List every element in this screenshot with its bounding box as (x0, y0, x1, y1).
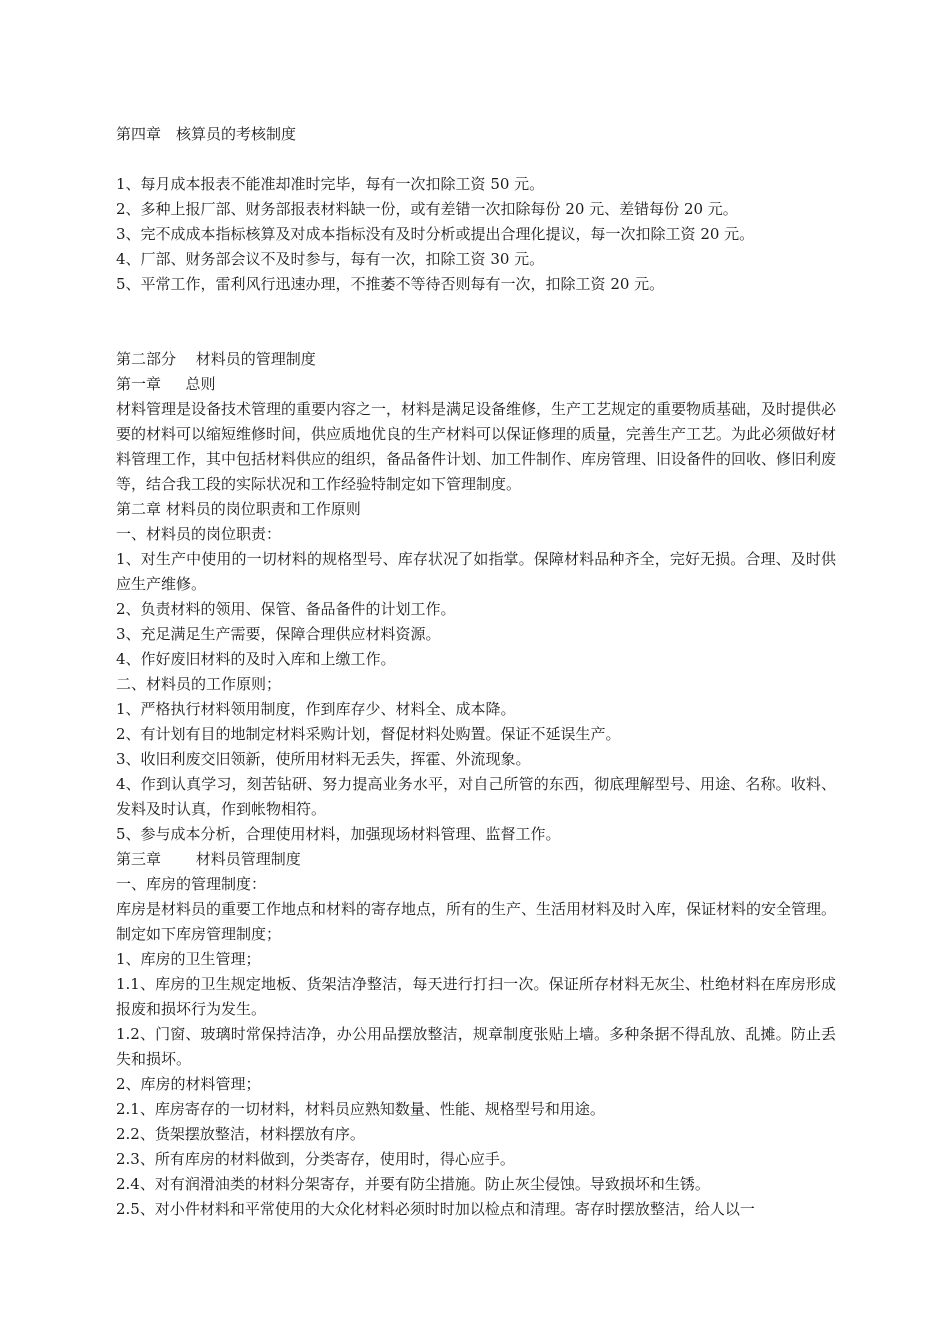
principle-item: 1、严格执行材料领用制度，作到库存少、材料全、成本降。 (116, 700, 516, 718)
duty-item: 2、负责材料的领用、保管、备品备件的计划工作。 (116, 600, 456, 618)
material-item: 2.2、货架摆放整洁，材料摆放有序。 (116, 1125, 365, 1143)
principle-item: 3、收旧利废交旧领新，使所用材料无丢失，挥霍、外流现象。 (116, 750, 531, 768)
duty-item: 1、对生产中使用的一切材料的规格型号、库存状况了如指掌。保障材料品种齐全，完好无损。合理、及时供应生产维修。 (116, 550, 836, 593)
material-heading: 2、库房的材料管理； (116, 1075, 261, 1093)
principle-item: 5、参与成本分析，合理使用材料，加强现场材料管理、监督工作。 (116, 825, 561, 843)
chapter-1-text: 材料管理是设备技术管理的重要内容之一，材料是满足设备维修，生产工艺规定的重要物质基础，及时提供必要的材料可以缩短维修时间，供应质地优良的生产材料可以保证修理的质量，完善生产工艺。为此必须做好材料管理工作，其中包括材料供应的组织，备品备件计划、加工件制作、库房管理、旧设备件的回收、修旧利废等，结合我工段的实际状况和工作经验特制定如下管理制度。 (116, 400, 837, 493)
material-item: 2.3、所有库房的材料做到，分类寄存，使用时，得心应手。 (116, 1150, 515, 1168)
assessment-item: 3、完不成成本指标核算及对成本指标没有及时分析或提出合理化提议，每一次扣除工资 20 元。 (116, 225, 755, 243)
blank-lines (116, 297, 836, 347)
duties-heading: 一、材料员的岗位职责： (116, 525, 282, 543)
principles-heading: 二、材料员的工作原则； (116, 675, 282, 693)
hygiene-heading: 1、库房的卫生管理； (116, 950, 261, 968)
warehouse-heading: 一、库房的管理制度： (116, 875, 267, 893)
material-item: 2.4、对有润滑油类的材料分架寄存，并要有防尘措施。防止灰尘侵蚀。导致损坏和生锈。 (116, 1175, 710, 1193)
assessment-item: 5、平常工作，雷利风行迅速办理，不推萎不等待否则每有一次，扣除工资 20 元。 (116, 275, 665, 293)
chapter-4-title: 第四章 核算员的考核制度 (116, 125, 297, 143)
material-item: 2.1、库房寄存的一切材料，材料员应熟知数量、性能、规格型号和用途。 (116, 1100, 605, 1118)
hygiene-item: 1.1、库房的卫生规定地板、货架洁净整洁，每天进行打扫一次。保证所存材料无灰尘、杜绝材料在库房形成报废和损坏行为发生。 (116, 975, 836, 1018)
part-2-title: 第二部分 材料员的管理制度 (116, 350, 316, 368)
chapter-2-title: 第二章 材料员的岗位职责和工作原则 (116, 500, 361, 518)
duty-item: 4、作好废旧材料的及时入库和上缴工作。 (116, 650, 396, 668)
duty-item: 3、充足满足生产需要，保障合理供应材料资源。 (116, 625, 441, 643)
hygiene-item: 1.2、门窗、玻璃时常保持洁净，办公用品摆放整洁，规章制度张贴上墙。多种条据不得乱放、乱摊。防止丢失和损坏。 (116, 1025, 836, 1068)
material-item: 2.5、对小件材料和平常使用的大众化材料必须时时加以检点和清理。寄存时摆放整洁，给人以一 (116, 1200, 755, 1218)
chapter-3-title: 第三章 材料员管理制度 (116, 850, 301, 868)
assessment-item: 2、多种上报厂部、财务部报表材料缺一份，或有差错一次扣除每份 20 元、差错每份 20 元。 (116, 200, 738, 218)
blank-line (116, 147, 836, 172)
principle-item: 2、有计划有目的地制定材料采购计划，督促材料处购置。保证不延误生产。 (116, 725, 621, 743)
warehouse-intro: 库房是材料员的重要工作地点和材料的寄存地点，所有的生产、生活用材料及时入库，保证材料的安全管理。制定如下库房管理制度； (116, 900, 837, 943)
chapter-1-title: 第一章 总则 (116, 375, 216, 393)
assessment-item: 1、每月成本报表不能准却准时完毕，每有一次扣除工资 50 元。 (116, 175, 545, 193)
assessment-item: 4、厂部、财务部会议不及时参与，每有一次，扣除工资 30 元。 (116, 250, 545, 268)
document-body (116, 122, 836, 1222)
principle-item: 4、作到认真学习，刻苦钻研、努力提高业务水平，对自己所管的东西，彻底理解型号、用途、名称。收料、发料及时认真，作到帐物相符。 (116, 775, 836, 818)
